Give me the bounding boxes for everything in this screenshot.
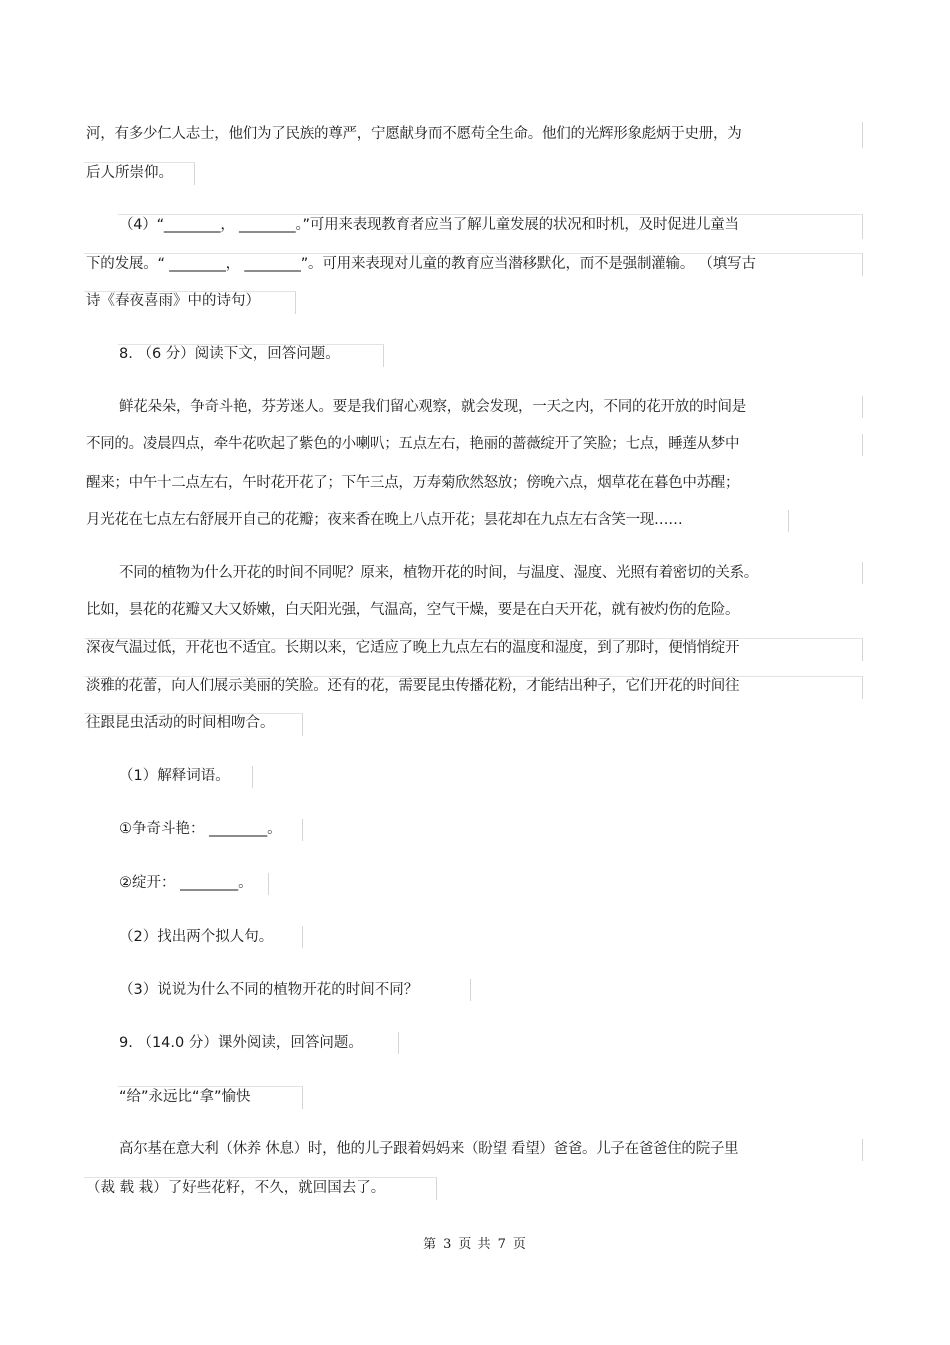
text-box-outline	[118, 979, 471, 1001]
text-box-outline	[118, 1032, 399, 1054]
passage-line: 往跟昆虫活动的时间相吻合。	[86, 715, 275, 731]
question-4-line: （4）“________， ________。”可用来表现教育者应当了解儿童发展的状况和时机，及时促进儿童当	[119, 217, 739, 233]
sub-question-3: （3）说说为什么不同的植物开花的时间不同？	[119, 982, 419, 998]
text-box-outline	[84, 253, 863, 276]
text-line: 后人所崇仰。	[86, 165, 173, 181]
sub-question-2: （2）找出两个拟人句。	[119, 929, 274, 945]
text-box-outline	[84, 676, 863, 699]
text-box-outline	[118, 819, 303, 841]
text-box-outline	[118, 1139, 863, 1161]
vocab-item-1: ①争奇斗艳： ________。	[119, 821, 282, 837]
text-box-outline	[118, 873, 269, 895]
page-footer	[0, 1236, 950, 1254]
sub-question-1: （1）解释词语。	[119, 768, 230, 784]
passage-line: 月光花在七点左右舒展开自己的花瓣；夜来香在晚上八点开花；昙花却在九点左右含笑一现……	[86, 512, 683, 528]
text-box-outline	[84, 122, 863, 148]
text-box-outline	[84, 713, 303, 736]
text-box-outline	[118, 214, 863, 239]
passage-line: 醒来；中午十二点左右，午时花开花了；下午三点，万寿菊欣然怒放；傍晚六点，烟草花在暮色中苏醒；	[86, 475, 740, 491]
passage-line: 淡雅的花蕾，向人们展示美丽的笑脸。还有的花，需要昆虫传播花粉，才能结出种子，它们开花的时间往	[86, 678, 740, 694]
text-box-outline	[84, 291, 296, 314]
footer-mid: 页 共	[458, 1237, 492, 1252]
text-box-outline	[118, 766, 253, 788]
article-line: 高尔基在意大利（休养 休息）时，他的儿子跟着妈妈来（盼望 看望）爸爸。儿子在爸爸住的院子里	[119, 1141, 739, 1157]
text-box-outline	[118, 396, 863, 418]
text-line: 下的发展。“ ________， ________”。可用来表现对儿童的教育应当潜移默化，而不是强制灌输。 （填写古	[86, 256, 756, 272]
footer-suffix: 页	[512, 1237, 527, 1252]
text-box-outline	[118, 344, 384, 367]
text-box-outline	[84, 162, 195, 185]
text-line: 诗《春夜喜雨》中的诗句）	[86, 293, 260, 309]
text-box-outline	[118, 1086, 303, 1109]
text-box-outline	[84, 638, 863, 661]
vocab-item-2: ②绽开： ________。	[119, 875, 253, 891]
text-box-outline	[118, 562, 863, 584]
footer-total-pages: 7	[497, 1237, 507, 1252]
passage-line: 比如，昙花的花瓣又大又娇嫩，白天阳光强，气温高，空气干燥，要是在白天开花，就有被灼伤的危险。	[86, 602, 740, 618]
text-line: 河，有多少仁人志士，他们为了民族的尊严，宁愿献身而不愿苟全生命。他们的光辉形象彪炳于史册，为	[86, 126, 742, 142]
passage-line: 鲜花朵朵，争奇斗艳，芬芳迷人。要是我们留心观察，就会发现，一天之内，不同的花开放的时间是	[119, 399, 746, 415]
text-box-outline	[84, 434, 863, 456]
article-line: （裁 载 栽）了好些花籽，不久，就回国去了。	[86, 1180, 386, 1196]
question-9-heading: 9. （14.0 分）课外阅读，回答问题。	[119, 1035, 363, 1051]
passage-line: 深夜气温过低，开花也不适宜。长期以来，它适应了晚上九点左右的温度和湿度，到了那时，便悄悄绽开	[86, 640, 740, 656]
footer-page-number: 3	[443, 1237, 453, 1252]
text-box-outline	[84, 1177, 437, 1200]
passage-line: 不同的。凌晨四点，牵牛花吹起了紫色的小喇叭；五点左右，艳丽的蔷薇绽开了笑脸；七点，睡莲从梦中	[86, 436, 740, 452]
footer-prefix: 第	[423, 1237, 438, 1252]
passage-line: 不同的植物为什么开花的时间不同呢？原来，植物开花的时间，与温度、湿度、光照有着密切的关系。	[119, 565, 758, 581]
article-title: “给”永远比“拿”愉快	[119, 1089, 251, 1105]
question-8-heading: 8. （6 分）阅读下文，回答问题。	[119, 346, 340, 362]
text-box-outline	[118, 926, 303, 948]
text-box-outline	[84, 510, 789, 532]
